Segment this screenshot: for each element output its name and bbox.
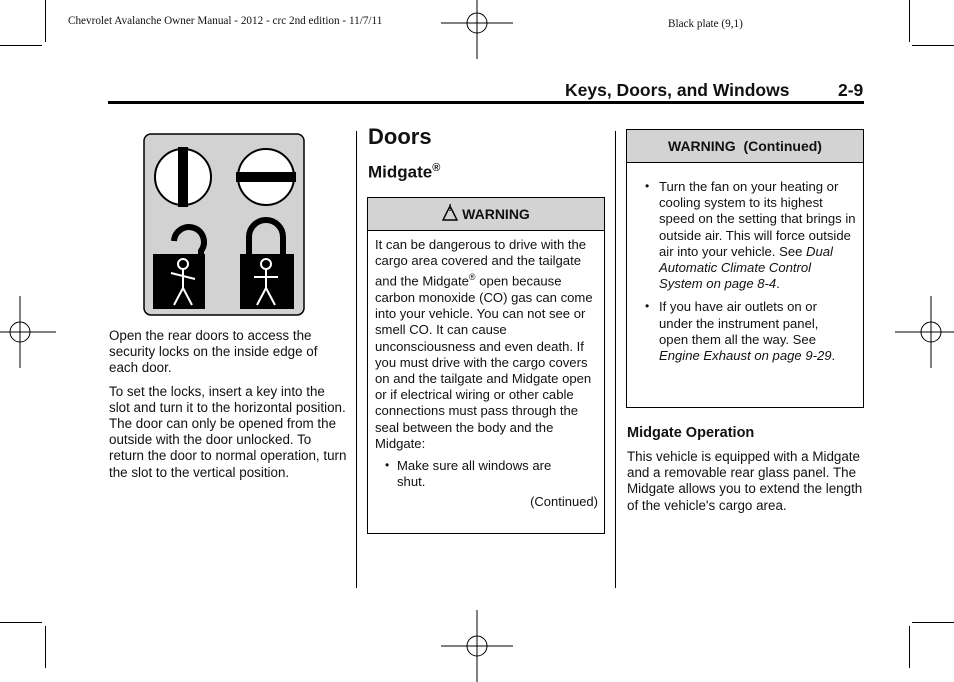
- crop-mark: [45, 0, 46, 42]
- registration-mark-icon: [441, 610, 513, 682]
- warning-text-part: open because carbon monoxide (CO) gas can come into your vehicle. You can not see or smell CO. It can cause unconsciousness and even death. If you must drive with the cargo covers on and the tailgate and Midgate open or if electrical wiring or other cable connections must pass through the seal between the body and the Midgate:: [375, 273, 593, 451]
- bullet-text-end: .: [831, 348, 836, 364]
- section-heading: Doors: [368, 124, 432, 149]
- warning-bullet: [637, 179, 857, 292]
- warning-continued-header: WARNING (Continued): [627, 130, 863, 163]
- warning-box: [367, 197, 605, 534]
- registration-mark-icon: [895, 296, 954, 368]
- crop-mark: [909, 626, 910, 668]
- subsection-heading: Midgate Operation: [627, 425, 755, 441]
- subsection-heading-text: Midgate: [368, 162, 433, 182]
- lock-slot-horizontal-icon: [236, 149, 296, 205]
- crop-mark: [0, 45, 42, 46]
- column-divider: [356, 131, 357, 588]
- page-number: 2-9: [838, 80, 864, 100]
- cross-reference-link[interactable]: Engine Exhaust on page 9-29: [659, 348, 832, 364]
- print-slug: Chevrolet Avalanche Owner Manual - 2012 - crc 2nd edition - 11/7/11: [68, 15, 383, 27]
- registration-mark-icon: [0, 296, 56, 368]
- warning-bullet: [637, 299, 857, 364]
- paragraph: To set the locks, insert a key into the slot and turn it to the horizontal position. The door can only be opened from the outside with the door unlocked. To return the door to normal operation, turn the slot to the vertical position.: [109, 383, 347, 480]
- left-column-text: [109, 328, 349, 481]
- cross-reference-link[interactable]: Dual Automatic Climate Control System on page 8-4: [659, 243, 833, 292]
- warning-header: [368, 198, 604, 231]
- warning-text-part: It can be dangerous to drive with the cargo area covered and the tailgate and the Midgate: [375, 237, 587, 289]
- crop-mark: [0, 622, 42, 623]
- warning-text: [375, 237, 598, 452]
- lock-slot-vertical-icon: [155, 147, 211, 207]
- section-title: Keys, Doors, and Windows: [565, 80, 790, 100]
- warning-triangle-icon: [442, 200, 458, 216]
- warning-bullet: [375, 458, 598, 490]
- crop-mark: [912, 45, 954, 46]
- warning-continued-box: [626, 129, 864, 408]
- bullet-icon: •: [385, 458, 390, 472]
- warning-glyph: !: [448, 203, 452, 214]
- bullet-icon: •: [645, 179, 650, 193]
- bullet-icon: •: [645, 299, 650, 314]
- registration-mark-icon: [441, 0, 513, 59]
- security-lock-figure: [143, 133, 305, 316]
- warning-continued-body: [627, 163, 863, 364]
- header-rule: [108, 101, 864, 104]
- subsection-heading: [368, 162, 440, 183]
- bullet-text: If you have air outlets on or under the instrument panel, open them all the way. See: [659, 299, 819, 347]
- crop-mark: [45, 626, 46, 668]
- warning-title: WARNING: [462, 206, 530, 222]
- registered-mark: ®: [432, 162, 441, 174]
- paragraph: This vehicle is equipped with a Midgate and a removable rear glass panel. The Midgate allows you to extend the length of the vehicle's cargo area.: [627, 449, 863, 513]
- warning-body: [368, 231, 604, 509]
- crop-mark: [909, 0, 910, 42]
- plate-label: Black plate (9,1): [668, 18, 743, 30]
- bullet-text-end: .: [776, 276, 780, 292]
- bullet-text: Make sure all windows are shut.: [397, 458, 552, 490]
- bullet-text: Turn the fan on your heating or cooling system to its highest speed on the setting that brings in outside air. This will force outside air into your vehicle. See: [659, 179, 856, 259]
- paragraph: Open the rear doors to access the security locks on the inside edge of each door.: [109, 328, 318, 376]
- continued-label: (Continued): [530, 494, 598, 510]
- column-divider: [615, 131, 616, 588]
- crop-mark: [912, 622, 954, 623]
- registered-mark: ®: [468, 272, 476, 283]
